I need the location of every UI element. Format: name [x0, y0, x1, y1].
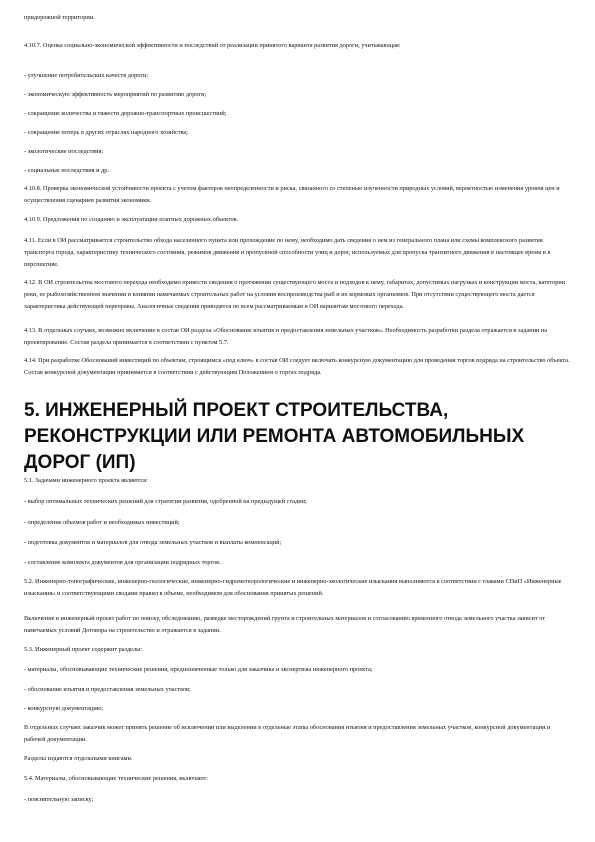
paragraph: 5.1. Задачами инженерного проекта являются:	[24, 477, 148, 484]
section-heading: 5. ИНЖЕНЕРНЫЙ ПРОЕКТ СТРОИТЕЛЬСТВА, РЕКОНСТРУКЦИИ ИЛИ РЕМОНТА АВТОМОБИЛЬНЫХ ДОРОГ (ИП)	[24, 400, 525, 473]
list-item: - улучшение потребительских качеств дороги;	[24, 72, 149, 79]
list-item: - пояснительную записку;	[24, 796, 94, 803]
list-item: - экономическую эффективность мероприятий по развитию дороги;	[24, 91, 207, 98]
list-item: - материалы, обосновывающие технические решения, предназначенные только для заказчика и экспертизы инженерного проекта;	[24, 666, 373, 673]
paragraph: придорожной территории.	[24, 14, 95, 21]
paragraph: 5.3. Инженерный проект содержит разделы:	[24, 646, 143, 653]
list-item: - сокращение потерь в других отраслях народного хозяйства;	[24, 129, 188, 136]
paragraph: 4.12. В ОИ строительства мостового перехода необходимо привести сведения о протяжении существующего моста и подходов к нему, габаритах, допустимых нагрузках и конструкции моста, категории реки, ее рыбохозяйственном значении и влиянии намечаемых строительных работ на условия воспроизводства рыб и их кормовых организмов. При отсутствии существующего моста дается характеристика действующей переправы. Аналогичные сведения приводятся по всем рассматриваемым в ОИ вариантам мостового перехода.	[24, 279, 566, 310]
list-item: - социальные последствия и др.	[24, 167, 109, 174]
paragraph: 4.13. В отдельных случаях, возможно включение в состав ОИ раздела «Обоснование изъятия и предоставления земельных участков». Необходимость разработки раздела отражается в задании на проектирование. Состав раздела принимается в соответствии с пунктом 5.7.	[24, 327, 548, 346]
paragraph: 4.14. При разработке Обоснований инвестиций по объектам, строящимся «под ключ» в состав ОИ следует включать конкурсную документацию для проведения торгов подряда на строительство объекта. Состав конкурсной документации принимается в соответствии с действующим Положением о торгах подряда.	[24, 357, 570, 376]
paragraph: 5.2. Инженерно-топографические, инженерно-геологические, инженерно-гидрометеорологические и инженерно-экологические изыскания выполняются в соответствии с главами СНиП «Инженерные изыскания» и соответствующими сводами правил в объеме, необходимом для обоснования принятых решений.	[24, 578, 562, 597]
list-item: - выбор оптимальных технических решений для стратегии развития, одобренной на предыдущей стадии;	[24, 498, 307, 505]
list-item: - подготовка документов и материалов для отвода земельных участков и выплаты компенсаций;	[24, 539, 282, 546]
paragraph: 5.4. Материалы, обосновывающие технические решения, включают:	[24, 775, 208, 782]
paragraph: Разделы издаются отдельными книгами.	[24, 755, 133, 762]
list-item: - обоснование изъятия и предоставления земельных участков;	[24, 686, 191, 693]
list-item: - составление комплекта документов для организации подрядных торгов.	[24, 559, 221, 566]
paragraph: 4.10.7. Оценка социально-экономической эффективности и последствий от реализации принятого варианта развития дороги, учитывающая:	[24, 42, 401, 49]
list-item: - сокращение количества и тяжести дорожно-транспортных происшествий;	[24, 110, 227, 117]
paragraph: Включение в инженерный проект работ по поиску, обследованию, разведке месторождений грунта и строительных материалов и согласованию временного отвода земельного участка зависит от намечаемых условий Договора на строительство и отражается в задании.	[24, 615, 546, 634]
list-item: - конкурсную документацию;	[24, 705, 104, 712]
paragraph: 4.11. Если в ОИ рассматривается строительство обхода населенного пункта или прохождение по нему, необходимо дать сведения о нем из генерального плана или схемы комплексного развития транспорта города, характеристику технического состояния, режимов движения и пропускной способности улиц и дорог, используемых для пропуска транзитного движения в настоящее время и в перспективе.	[24, 237, 551, 268]
list-item: - определение объемов работ и необходимых инвестиций;	[24, 519, 180, 526]
paragraph: В отдельных случаях заказчик может принять решение об исключении или выделении в отдельные этапы обоснования изъятия и предоставления земельных участков, конкурсной документации и рабочей документации.	[24, 724, 551, 743]
paragraph: 4.10.8. Проверка экономической устойчивости проекта с учетом факторов неопределенности и риска, связанного со степенью изученности природных условий, вероятностью изменения уровня цен и осуществления сценариев развития экономики.	[24, 185, 560, 204]
paragraph: 4.10.9. Предложения по созданию и эксплуатации платных дорожных объектов.	[24, 216, 239, 223]
list-item: - экологические последствия;	[24, 148, 104, 155]
